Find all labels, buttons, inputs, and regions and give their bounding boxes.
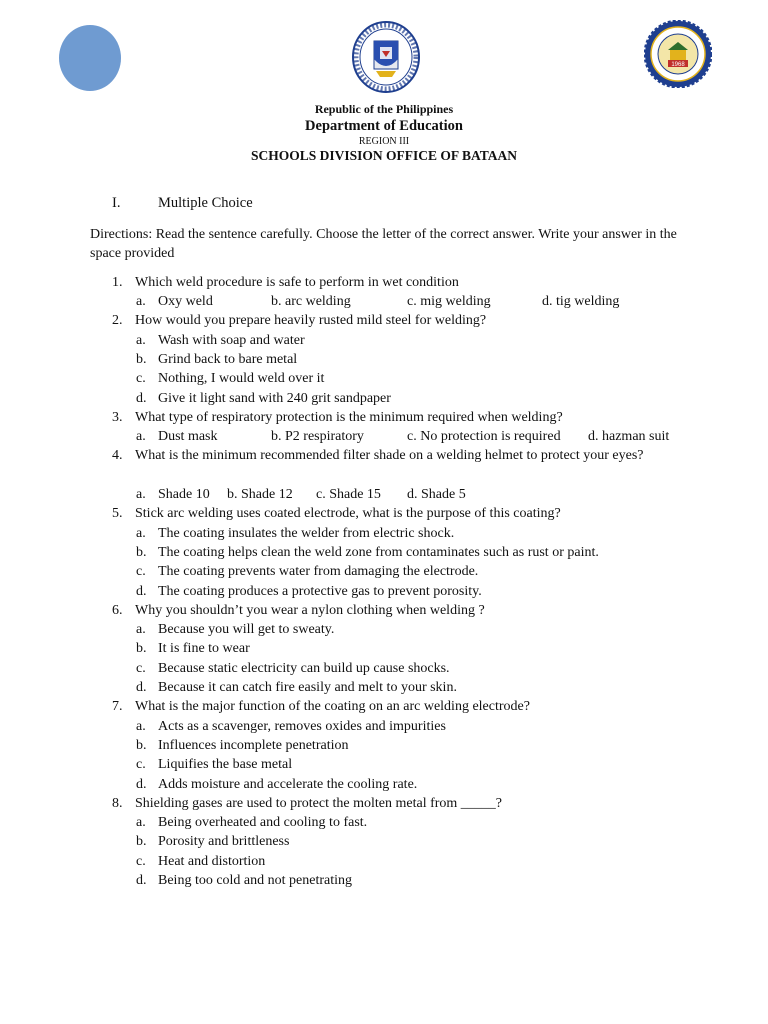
option-text: Grind back to bare metal bbox=[158, 352, 298, 367]
option bbox=[136, 832, 289, 851]
option: Dust mask bbox=[158, 429, 218, 444]
option-letter: a. bbox=[136, 815, 146, 830]
option bbox=[136, 350, 297, 369]
option: c. mig welding bbox=[407, 294, 491, 309]
option-letter: c. bbox=[136, 564, 146, 579]
header-republic: Republic of the Philippines bbox=[314, 102, 454, 116]
option bbox=[136, 524, 454, 543]
question-number: 1. bbox=[112, 275, 123, 290]
option-letter: c. bbox=[136, 661, 146, 676]
question-number: 3. bbox=[112, 410, 123, 425]
question-number: 8. bbox=[112, 796, 123, 811]
option-text: Give it light sand with 240 grit sandpaper bbox=[158, 391, 391, 406]
option bbox=[136, 736, 348, 755]
option-text: Porosity and brittleness bbox=[158, 834, 290, 849]
seal-year: 1968 bbox=[671, 62, 685, 68]
question-3 bbox=[112, 408, 672, 427]
option-letter: a. bbox=[136, 333, 146, 348]
option bbox=[136, 813, 367, 832]
option bbox=[136, 659, 450, 678]
question-number: 2. bbox=[112, 313, 123, 328]
option-letter: c. bbox=[136, 854, 146, 869]
option: d. tig welding bbox=[542, 294, 620, 309]
question-text: Stick arc welding uses coated electrode, what is the purpose of this coating? bbox=[135, 506, 561, 521]
option bbox=[136, 582, 482, 601]
question-text: What is the major function of the coating on an arc welding electrode? bbox=[135, 699, 530, 714]
option: b. Shade 12 bbox=[227, 487, 293, 502]
option-text: The coating prevents water from damaging the electrode. bbox=[158, 564, 479, 579]
question-1 bbox=[112, 273, 672, 292]
section-number: I. bbox=[112, 195, 121, 211]
option bbox=[136, 717, 446, 736]
option-text: Adds moisture and accelerate the cooling rate. bbox=[158, 777, 418, 792]
option-letter: d. bbox=[136, 873, 147, 888]
option-text: Because it can catch fire easily and melt to your skin. bbox=[158, 680, 457, 695]
question-number: 4. bbox=[112, 448, 123, 463]
section-title: Multiple Choice bbox=[158, 195, 253, 211]
option-text: Nothing, I would weld over it bbox=[158, 371, 325, 386]
option-letter: d. bbox=[136, 584, 147, 599]
option-letter: b. bbox=[136, 738, 147, 753]
option-letter: a. bbox=[136, 487, 146, 502]
question-8 bbox=[112, 794, 672, 813]
option bbox=[136, 639, 250, 658]
option-text: The coating helps clean the weld zone from contaminates such as rust or paint. bbox=[158, 545, 599, 560]
question-6 bbox=[112, 601, 672, 620]
question-text: What is the minimum recommended filter shade on a welding helmet to protect your eyes? bbox=[135, 448, 644, 463]
option: d. hazman suit bbox=[588, 429, 670, 444]
option-letter: a. bbox=[136, 719, 146, 734]
question-text: Shielding gases are used to protect the molten metal from _____? bbox=[135, 796, 503, 811]
option: Shade 10 bbox=[158, 487, 210, 502]
option-text: Wash with soap and water bbox=[158, 333, 305, 348]
option-letter: a. bbox=[136, 622, 146, 637]
question-number: 6. bbox=[112, 603, 123, 618]
option bbox=[136, 755, 292, 774]
option bbox=[136, 369, 324, 388]
option-letter: d. bbox=[136, 777, 147, 792]
option-letter: b. bbox=[136, 641, 147, 656]
option-text: Heat and distortion bbox=[158, 854, 266, 869]
option: c. No protection is required bbox=[407, 429, 561, 444]
option-text: Being overheated and cooling to fast. bbox=[158, 815, 368, 830]
option bbox=[136, 543, 599, 562]
option bbox=[136, 678, 457, 697]
option bbox=[136, 620, 334, 639]
question-number: 5. bbox=[112, 506, 123, 521]
option-text: Liquifies the base metal bbox=[158, 757, 293, 772]
question-4 bbox=[112, 446, 672, 465]
option-letter: d. bbox=[136, 680, 147, 695]
option-letter: a. bbox=[136, 526, 146, 541]
option bbox=[136, 562, 478, 581]
school-seal-icon bbox=[644, 20, 712, 88]
option-letter: c. bbox=[136, 757, 146, 772]
blue-circle-icon bbox=[59, 25, 121, 91]
option-letter: b. bbox=[136, 834, 147, 849]
option-text: Acts as a scavenger, removes oxides and impurities bbox=[158, 719, 446, 734]
option-text: The coating insulates the welder from electric shock. bbox=[158, 526, 455, 541]
question-text: Which weld procedure is safe to perform in wet condition bbox=[135, 275, 459, 290]
question-text: Why you shouldn’t you wear a nylon clothing when welding ? bbox=[135, 603, 485, 618]
question-2 bbox=[112, 311, 672, 330]
option-text: It is fine to wear bbox=[158, 641, 250, 656]
option bbox=[136, 852, 265, 871]
section-heading bbox=[112, 195, 253, 212]
question-7 bbox=[112, 697, 672, 716]
option: d. Shade 5 bbox=[407, 487, 466, 502]
option: b. P2 respiratory bbox=[271, 429, 364, 444]
option-text: Influences incomplete penetration bbox=[158, 738, 349, 753]
option: c. Shade 15 bbox=[316, 487, 381, 502]
option bbox=[136, 871, 352, 890]
option-text: Because you will get to sweaty. bbox=[158, 622, 335, 637]
option-letter: a. bbox=[136, 429, 146, 444]
option-text: Because static electricity can build up cause shocks. bbox=[158, 661, 450, 676]
deped-seal-icon bbox=[352, 21, 420, 93]
option: b. arc welding bbox=[271, 294, 351, 309]
directions-text: Directions: Read the sentence carefully. Choose the letter of the correct answer. Write your answer in the space provided bbox=[90, 227, 677, 261]
option-letter: a. bbox=[136, 294, 146, 309]
option-letter: b. bbox=[136, 352, 147, 367]
option-text: Being too cold and not penetrating bbox=[158, 873, 353, 888]
header-department: Department of Education bbox=[305, 118, 463, 134]
option-letter: d. bbox=[136, 391, 147, 406]
question-5 bbox=[112, 504, 672, 523]
option bbox=[136, 775, 417, 794]
question-text: How would you prepare heavily rusted mild steel for welding? bbox=[135, 313, 487, 328]
question-text: What type of respiratory protection is the minimum required when welding? bbox=[135, 410, 563, 425]
option-letter: c. bbox=[136, 371, 146, 386]
option bbox=[136, 331, 305, 350]
option-letter: b. bbox=[136, 545, 147, 560]
option bbox=[136, 389, 391, 408]
question-number: 7. bbox=[112, 699, 123, 714]
option: Oxy weld bbox=[158, 294, 213, 309]
option-text: The coating produces a protective gas to prevent porosity. bbox=[158, 584, 482, 599]
header-region: REGION III bbox=[358, 136, 410, 147]
header-division: SCHOOLS DIVISION OFFICE OF BATAAN bbox=[250, 148, 518, 163]
